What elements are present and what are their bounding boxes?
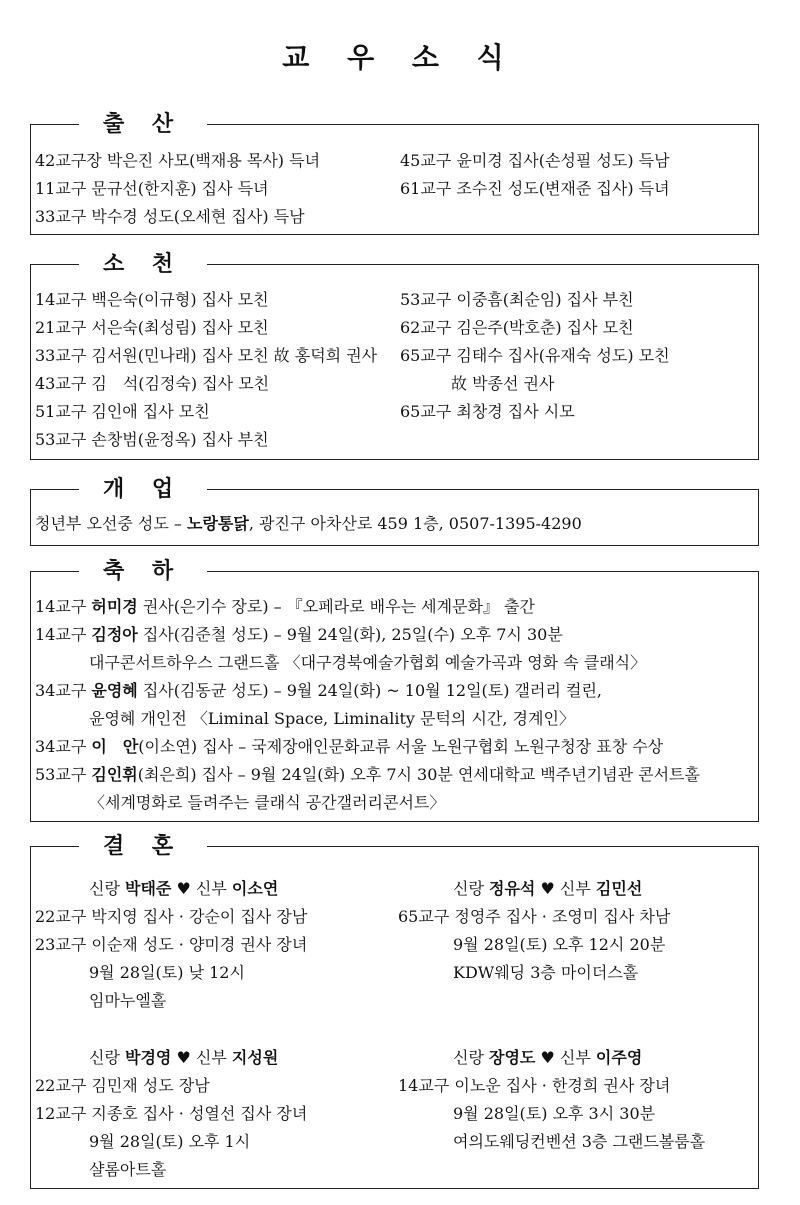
opening-item <box>35 514 582 534</box>
wedding-detail: 12교구 지종호 집사 · 성열선 집사 장녀 <box>35 1104 308 1123</box>
funeral-item: 43교구 김 석(김정숙) 집사 모친 <box>35 374 270 393</box>
page-title: 교 우 소 식 <box>282 41 518 74</box>
wedding-section-title: 결 혼 <box>79 830 207 862</box>
person-name: 이 안 <box>91 737 139 756</box>
person-name: 허미경 <box>91 597 138 616</box>
wedding-detail: 9월 28일(토) 오후 1시 <box>89 1132 251 1151</box>
person-name: 윤영혜 <box>91 681 138 700</box>
congrats-detail: 집사(김동균 성도) – 9월 24일(화) ~ 10월 12일(토) 갤러리 컬린, <box>137 681 603 700</box>
parish: 34교구 <box>35 737 92 756</box>
bride-label: 신부 <box>190 879 232 898</box>
wedding-couple-header <box>453 1048 642 1068</box>
groom-label: 신랑 <box>453 879 489 898</box>
funeral-item: 65교구 최창경 집사 시모 <box>400 402 575 421</box>
congrats-item <box>35 625 563 645</box>
wedding-detail: 22교구 박지영 집사 · 강순이 집사 장남 <box>35 907 308 926</box>
wedding-detail: 9월 28일(토) 오후 3시 30분 <box>453 1104 656 1123</box>
opening-details: , 광진구 아차산로 459 1층, 0507-1395-4290 <box>248 514 582 533</box>
wedding-section <box>30 833 759 1189</box>
congrats-detail: (최은희) 집사 – 9월 24일(화) 오후 7시 30분 연세대학교 백주년기념관 콘서트홀 <box>137 765 700 784</box>
funeral-item: 53교구 손창범(윤정옥) 집사 부친 <box>35 430 269 449</box>
wedding-detail: KDW웨딩 3층 마이더스홀 <box>453 963 639 982</box>
birth-item: 11교구 문규선(한지훈) 집사 득녀 <box>35 179 269 198</box>
opening-prefix: 청년부 오선중 성도 – <box>35 514 187 533</box>
wedding-detail: 22교구 김민재 성도 장남 <box>35 1076 210 1095</box>
groom-label: 신랑 <box>89 1048 125 1067</box>
groom-name: 박태준 <box>125 879 172 898</box>
parish: 53교구 <box>35 765 92 784</box>
birth-item: 42교구장 박은진 사모(백재용 목사) 득녀 <box>35 151 321 170</box>
birth-section-title: 출 산 <box>79 108 207 140</box>
congrats-item <box>35 737 663 757</box>
opening-section-title: 개 업 <box>79 473 207 505</box>
heart-icon: ♥ <box>540 1048 555 1067</box>
wedding-detail: 23교구 이순재 성도 · 양미경 권사 장녀 <box>35 935 308 954</box>
birth-item: 33교구 박수경 성도(오세현 집사) 득남 <box>35 207 305 226</box>
funeral-item: 53교구 이중흠(최순임) 집사 부친 <box>400 290 634 309</box>
congrats-item <box>35 681 602 701</box>
congrats-item <box>35 597 535 617</box>
heart-icon: ♥ <box>176 1048 191 1067</box>
groom-name: 정유석 <box>489 879 536 898</box>
funeral-item: 21교구 서은숙(최성림) 집사 모친 <box>35 318 269 337</box>
bride-name: 이소연 <box>231 879 279 898</box>
bride-label: 신부 <box>554 1048 596 1067</box>
bride-label: 신부 <box>554 879 596 898</box>
business-name: 노랑통닭 <box>187 514 249 533</box>
person-name: 김정아 <box>91 625 138 644</box>
funeral-item: 62교구 김은주(박호춘) 집사 모친 <box>400 318 634 337</box>
funeral-section <box>30 251 759 460</box>
congrats-item-continued: 〈세계명화로 들려주는 클래식 공간갤러리콘서트〉 <box>89 793 446 812</box>
congrats-item-continued: 대구콘서트하우스 그랜드홀 〈대구경북예술가협회 예술가곡과 영화 속 클래식〉 <box>89 653 647 672</box>
funeral-item: 故 박종선 권사 <box>451 374 555 393</box>
bride-name: 지성원 <box>231 1048 279 1067</box>
wedding-detail: 임마누엘홀 <box>89 991 167 1010</box>
heart-icon: ♥ <box>176 879 191 898</box>
heart-icon: ♥ <box>540 879 555 898</box>
funeral-item: 51교구 김인애 집사 모친 <box>35 402 210 421</box>
person-name: 김인휘 <box>91 765 138 784</box>
funeral-section-title: 소 천 <box>79 248 207 280</box>
wedding-detail: 14교구 이노운 집사 · 한경희 권사 장녀 <box>398 1076 671 1095</box>
bride-name: 김민선 <box>595 879 643 898</box>
wedding-detail: 샬롬아트홀 <box>89 1160 167 1179</box>
parish: 14교구 <box>35 597 92 616</box>
birth-item: 61교구 조수진 성도(변재준 집사) 득녀 <box>400 179 670 198</box>
groom-name: 박경영 <box>125 1048 172 1067</box>
congrats-detail: 권사(은기수 장로) – 『오페라로 배우는 세계문화』 출간 <box>137 597 535 616</box>
wedding-couple-header <box>89 1048 278 1068</box>
congrats-detail: (이소연) 집사 – 국제장애인문화교류 서울 노원구협회 노원구청장 표창 수상 <box>138 737 664 756</box>
funeral-item: 14교구 백은숙(이규형) 집사 모친 <box>35 290 269 309</box>
wedding-detail: 여의도웨딩컨벤션 3층 그랜드볼룸홀 <box>453 1132 706 1151</box>
funeral-item: 65교구 김태수 집사(유재숙 성도) 모친 <box>400 346 670 365</box>
congrats-item-continued: 윤영혜 개인전 〈Liminal Space, Liminality 문턱의 시간, 경계인〉 <box>89 709 575 728</box>
opening-section <box>30 476 759 546</box>
funeral-item: 33교구 김서원(민나래) 집사 모친 故 홍덕희 권사 <box>35 346 378 365</box>
groom-label: 신랑 <box>453 1048 489 1067</box>
groom-name: 장영도 <box>489 1048 536 1067</box>
birth-section <box>30 111 759 235</box>
wedding-detail: 65교구 정영주 집사 · 조영미 집사 차남 <box>398 907 671 926</box>
congrats-detail: 집사(김준철 성도) – 9월 24일(화), 25일(수) 오후 7시 30분 <box>137 625 563 644</box>
parish: 14교구 <box>35 625 92 644</box>
bride-name: 이주영 <box>595 1048 643 1067</box>
wedding-detail: 9월 28일(토) 낮 12시 <box>89 963 245 982</box>
congrats-item <box>35 765 700 785</box>
congrats-section-title: 축 하 <box>79 555 207 587</box>
birth-item: 45교구 윤미경 집사(손성필 성도) 득남 <box>400 151 670 170</box>
groom-label: 신랑 <box>89 879 125 898</box>
wedding-detail: 9월 28일(토) 오후 12시 20분 <box>453 935 666 954</box>
wedding-couple-header <box>453 879 642 899</box>
bride-label: 신부 <box>190 1048 232 1067</box>
congrats-section <box>30 558 759 822</box>
wedding-couple-header <box>89 879 278 899</box>
parish: 34교구 <box>35 681 92 700</box>
